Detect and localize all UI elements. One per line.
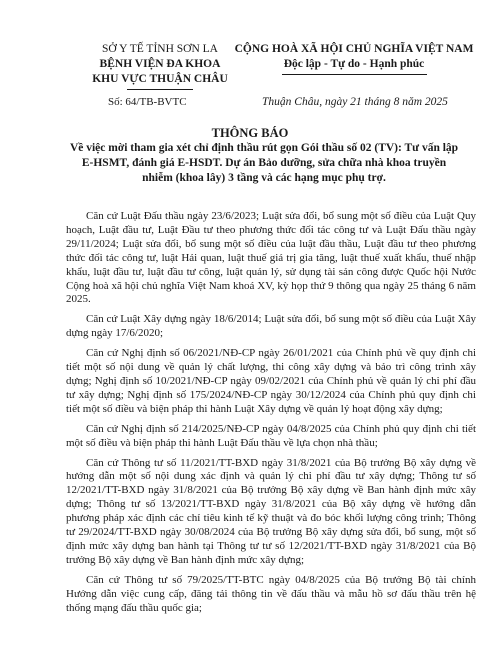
org-underline — [127, 89, 193, 90]
motto-underline — [282, 74, 427, 75]
document-title: THÔNG BÁO — [211, 126, 289, 140]
legal-basis-paragraph: Căn cứ Luật Đấu thầu ngày 23/6/2023; Luật sửa đổi, bổ sung một số điều của Luật Quy hoạch, Luật đầu tư, Luật Đầu tư theo phương thức đối tác công tư và Luật Đấu thầu ngày 29/11/2024; Luật sửa đổi, bổ sung một số điều của luật đầu thầu, Luật đầu tư theo phương thức đối tác công tư, luật Hải quan, luật thuế giá trị gia tăng, luật thuế xuất khẩu, thuế nhập khẩu, luật đầu tư, luật đầu tư công, luật quản lý, sử dụng tài sản công được Quốc hội Nước Cộng hoà xã hội chủ nghĩa Việt Nam khoá XV, kỳ họp thứ 9 thông qua ngày 25 tháng 6 năm 2025. — [66, 210, 476, 306]
legal-basis-paragraph: Căn cứ Thông tư số 11/2021/TT-BXD ngày 31/8/2021 của Bộ trưởng Bộ xây dựng về hướng dẫn một số nội dung xác định và quản lý chi phí đầu tư xây dựng; Thông tư số 12/2021/TT-BXD ngày 31/8/2021 của Bộ trưởng Bộ xây dựng về Ban hành định mức xây dựng; Thông tư số 13/2021/TT-BXD ngày 31/8/2021 của Bộ xây dựng về hướng dẫn phương pháp xác định các chỉ tiêu kinh tế kỹ thuật và đo bóc khối lượng công trình; Thông tư 29/2024/TT-BXD ngày 30/08/2024 của Bộ trưởng Bộ xây dựng sửa đổi, bổ sung, một số định mức xây dựng ban hành tại Thông tư tư số 12/2021/TT-BXD ngày 31/8/2021 của Bộ trưởng Bộ xây dựng về Ban hành định mức xây dựng; — [66, 456, 476, 566]
document-subject: Về việc mời tham gia xét chỉ định thầu rút gọn Gói thầu số 02 (TV): Tư vấn lập E-HSMT, đánh giá E-HSDT. Dự án Bảo dưỡng, sửa chữa nhà khoa truyền nhiễm (khoa lây) 3 tầng và các hạng mục phụ trợ. — [69, 142, 459, 184]
org-parent: SỞ Y TẾ TỈNH SƠN LA — [102, 43, 218, 55]
national-motto: Độc lập - Tự do - Hạnh phúc — [283, 58, 425, 70]
legal-basis-paragraph: Căn cứ Nghị định số 06/2021/NĐ-CP ngày 26/01/2021 của Chính phủ về quy định chi tiết một số nội dung về quản lý chất lượng, thi công xây dựng và bảo trì công trình xây dựng; Nghị định số 10/2021/NĐ-CP ngày 09/02/2021 của Chính phủ về quản lý chi phí đầu tư xây dựng; Nghị định số 175/2024/NĐ-CP ngày 30/12/2024 của Chính phủ quy định chi tiết một số điều và biện pháp thi hành Luật Xây dựng về quản lý hoạt động xây dựng; — [66, 347, 476, 415]
document-body — [66, 210, 476, 621]
document-number: Số: 64/TB-BVTC — [108, 96, 187, 108]
legal-basis-paragraph: Căn cứ Luật Xây dựng ngày 18/6/2014; Luật sửa đổi, bổ sung một số điều của Luật Xây dựng ngày 17/6/2020; — [66, 313, 476, 340]
national-heading — [228, 42, 480, 75]
legal-basis-paragraph: Căn cứ Thông tư số 79/2025/TT-BTC ngày 04/8/2025 của Bộ trưởng Bộ tài chính Hướng dẫn việc cung cấp, đăng tải thông tin về đấu thầu và mẫu hồ sơ đấu thầu trên hệ thống mạng đấu thầu quốc gia; — [66, 573, 476, 614]
nation-name: CỘNG HOÀ XÃ HỘI CHỦ NGHĨA VIỆT NAM — [234, 43, 474, 55]
org-name: BỆNH VIỆN ĐA KHOA — [99, 58, 221, 70]
place-date: Thuận Châu, ngày 21 tháng 8 năm 2025 — [262, 96, 448, 108]
legal-basis-paragraph: Căn cứ Nghị định số 214/2025/NĐ-CP ngày 04/8/2025 của Chính phủ quy định chi tiết một số điều và biện pháp thi hành Luật Đấu thầu về lựa chọn nhà thầu; — [66, 422, 476, 449]
org-region: KHU VỰC THUẬN CHÂU — [92, 73, 228, 85]
